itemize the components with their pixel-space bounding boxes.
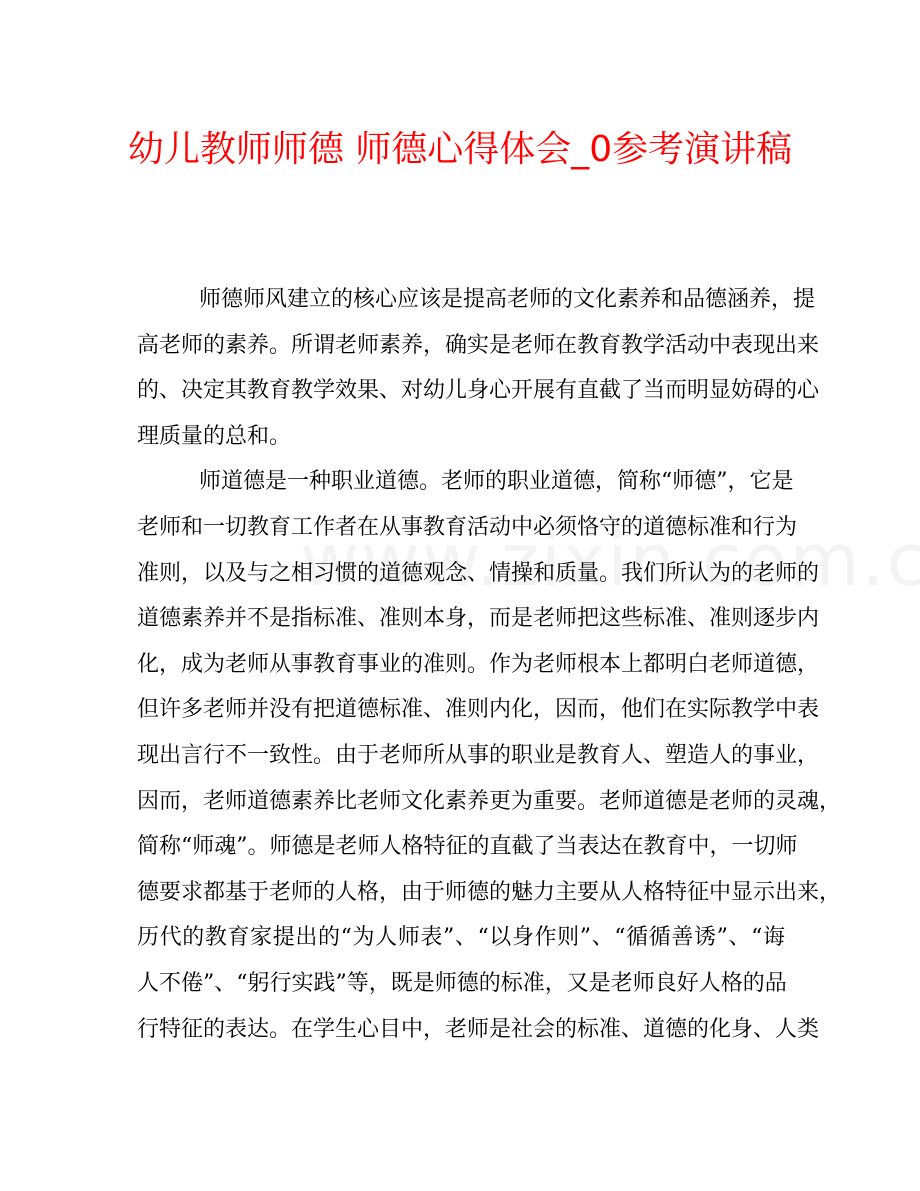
- paragraph-1-line-3: 的、决定其教育教学效果、对幼儿身心开展有直截了当而明显妨碍的心: [137, 378, 820, 404]
- paragraph-2-line-4: 道德素养并不是指标准、准则本身，而是老师把这些标准、准则逐步内: [137, 606, 820, 632]
- paragraph-2-line-10: 德要求都基于老师的人格，由于师德的魅力主要从人格特征中显示出来，: [137, 879, 842, 905]
- paragraph-2-line-2: 老师和一切教育工作者在从事教育活动中必须恪守的道德标准和行为: [137, 514, 798, 540]
- paragraph-2-line-5: 化，成为老师从事教育事业的准则。作为老师根本上都明白老师道德，: [137, 651, 820, 677]
- paragraph-2-line-12: 人不倦”、“躬行实践”等，既是师德的标准，又是老师良好人格的品: [137, 970, 787, 996]
- document-body: [137, 277, 842, 1052]
- paragraph-2-line-7: 现出言行不一致性。由于老师所从事的职业是教育人、塑造人的事业，: [137, 742, 820, 768]
- paragraph-2-line-11: 历代的教育家提出的“为人师表”、“以身作则”、“循循善诱”、“诲: [137, 925, 785, 951]
- paragraph-2-line-9: 简称“师魂”。师德是老师人格特征的直截了当表达在教育中，一切师: [137, 834, 798, 860]
- document-title: 幼儿教师师德 师德心得体会_0参考演讲稿: [127, 129, 793, 170]
- paragraph-1-line-4: 理质量的总和。: [137, 423, 292, 449]
- paragraph-2-line-3: 准则，以及与之相习惯的道德观念、情操和质量。我们所认为的老师的: [137, 560, 820, 586]
- paragraph-2-line-8: 因而，老师道德素养比老师文化素养更为重要。老师道德是老师的灵魂，: [137, 788, 842, 814]
- paragraph-2-line-6: 但许多老师并没有把道德标准、准则内化，因而，他们在实际教学中表: [137, 697, 820, 723]
- paragraph-2-line-13: 行特征的表达。在学生心目中，老师是社会的标准、道德的化身、人类: [137, 1016, 820, 1042]
- paragraph-1-line-2: 高老师的素养。所谓老师素养，确实是老师在教育教学活动中表现出来: [137, 332, 820, 358]
- paragraph-2-line-1: 师道德是一种职业道德。老师的职业道德，简称“师德”，它是: [199, 469, 794, 495]
- paragraph-1-line-1: 师德师风建立的核心应该是提高老师的文化素养和品德涵养，提: [199, 287, 816, 312]
